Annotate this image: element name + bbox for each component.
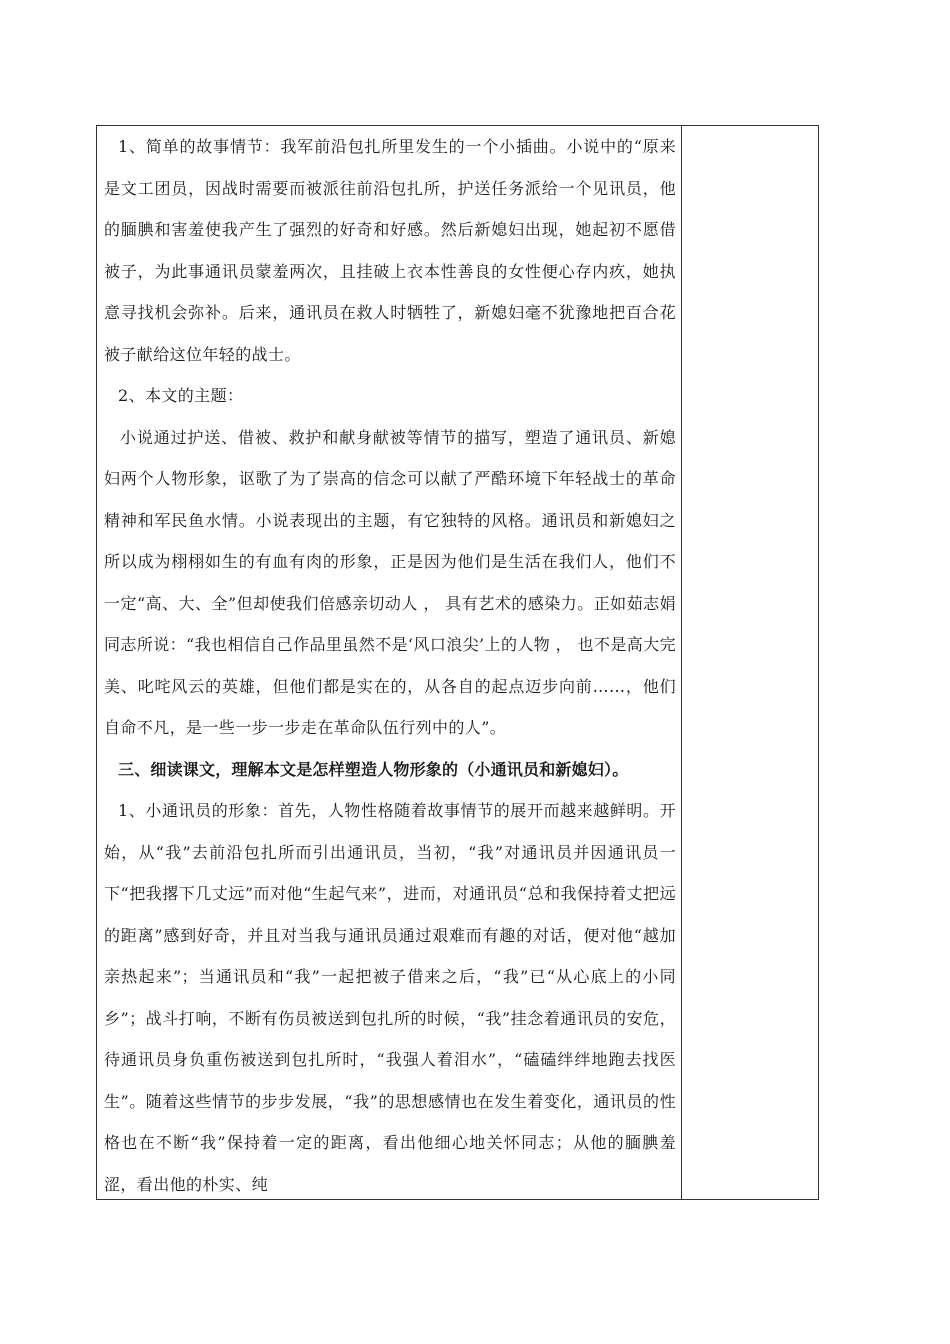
notes-cell [682,126,818,1199]
section-heading: 三、细读课文，理解本文是怎样塑造人物形象的（小通讯员和新媳妇）。 [118,759,629,779]
main-text-cell [104,126,676,1205]
plot-paragraph: 1、简单的故事情节：我军前沿包扎所里发生的一个小插曲。小说中的“原来是文工团员，因战时需要而被派往前沿包扎所，护送任务派给一个见讯员，他的腼腆和害羞使我产生了强烈的好奇和好感。然后新媳妇出现，她起初不愿借被子，为此事通讯员蒙羞两次，且挂破上衣本性善良的女性便心存内疚，她执意寻找机会弥补。后来，通讯员在救人时牺牲了，新媳妇毫不犹豫地把百合花被子献给这位年轻的战士。 [104,137,676,364]
content-table [96,125,819,1200]
messenger-paragraph: 1、小通讯员的形象：首先，人物性格随着故事情节的展开而越来越鲜明。开始，从“我”去前沿包扎所而引出通讯员，当初，“我”对通讯员并因通讯员一下“把我撂下几丈远”而对他“生起气来”，进而，对通讯员“总和我保持着丈把远的距离”感到好奇，并且对当我与通讯员通过艰难而有趣的对话，便对他“越加亲热起来”；当通讯员和“我”一起把被子借来之后，“我”已“从心底上的小同乡”；战斗打响，不断有伤员被送到包扎所的时候，“我”挂念着通讯员的安危，待通讯员身负重伤被送到包扎所时，“我强人着泪水”，“磕磕绊绊地跑去找医生”。随着这些情节的步步发展，“我”的思想感情也在发生着变化，通讯员的性格也在不断“我”保持着一定的距离，看出他细心地关怀同志；从他的腼腆羞涩，看出他的朴实、纯 [104,801,676,1194]
theme-heading: 2、本文的主题： [118,386,244,405]
theme-paragraph: 小说通过护送、借被、救护和献身献被等情节的描写，塑造了通讯员、新媳妇两个人物形象，讴歌了为了崇高的信念可以献了严酷环境下年轻战士的革命精神和军民鱼水情。小说表现出的主题，有它独特的风格。通讯员和新媳妇之所以成为栩栩如生的有血有肉的形象，正是因为他们是生活在我们人，他们不一定“高、大、全”但却使我们倍感亲切动人 ， 具有艺术的感染力。正如茹志娟同志所说：“我也相信自己作品里虽然不是‘风口浪尖’上的人物 ， 也不是高大完美、叱咤风云的英雄，但他们都是实在的，从各自的起点迈步向前……，他们自命不凡，是一些一步一步走在革命队伍行列中的人”。 [104,427,676,737]
